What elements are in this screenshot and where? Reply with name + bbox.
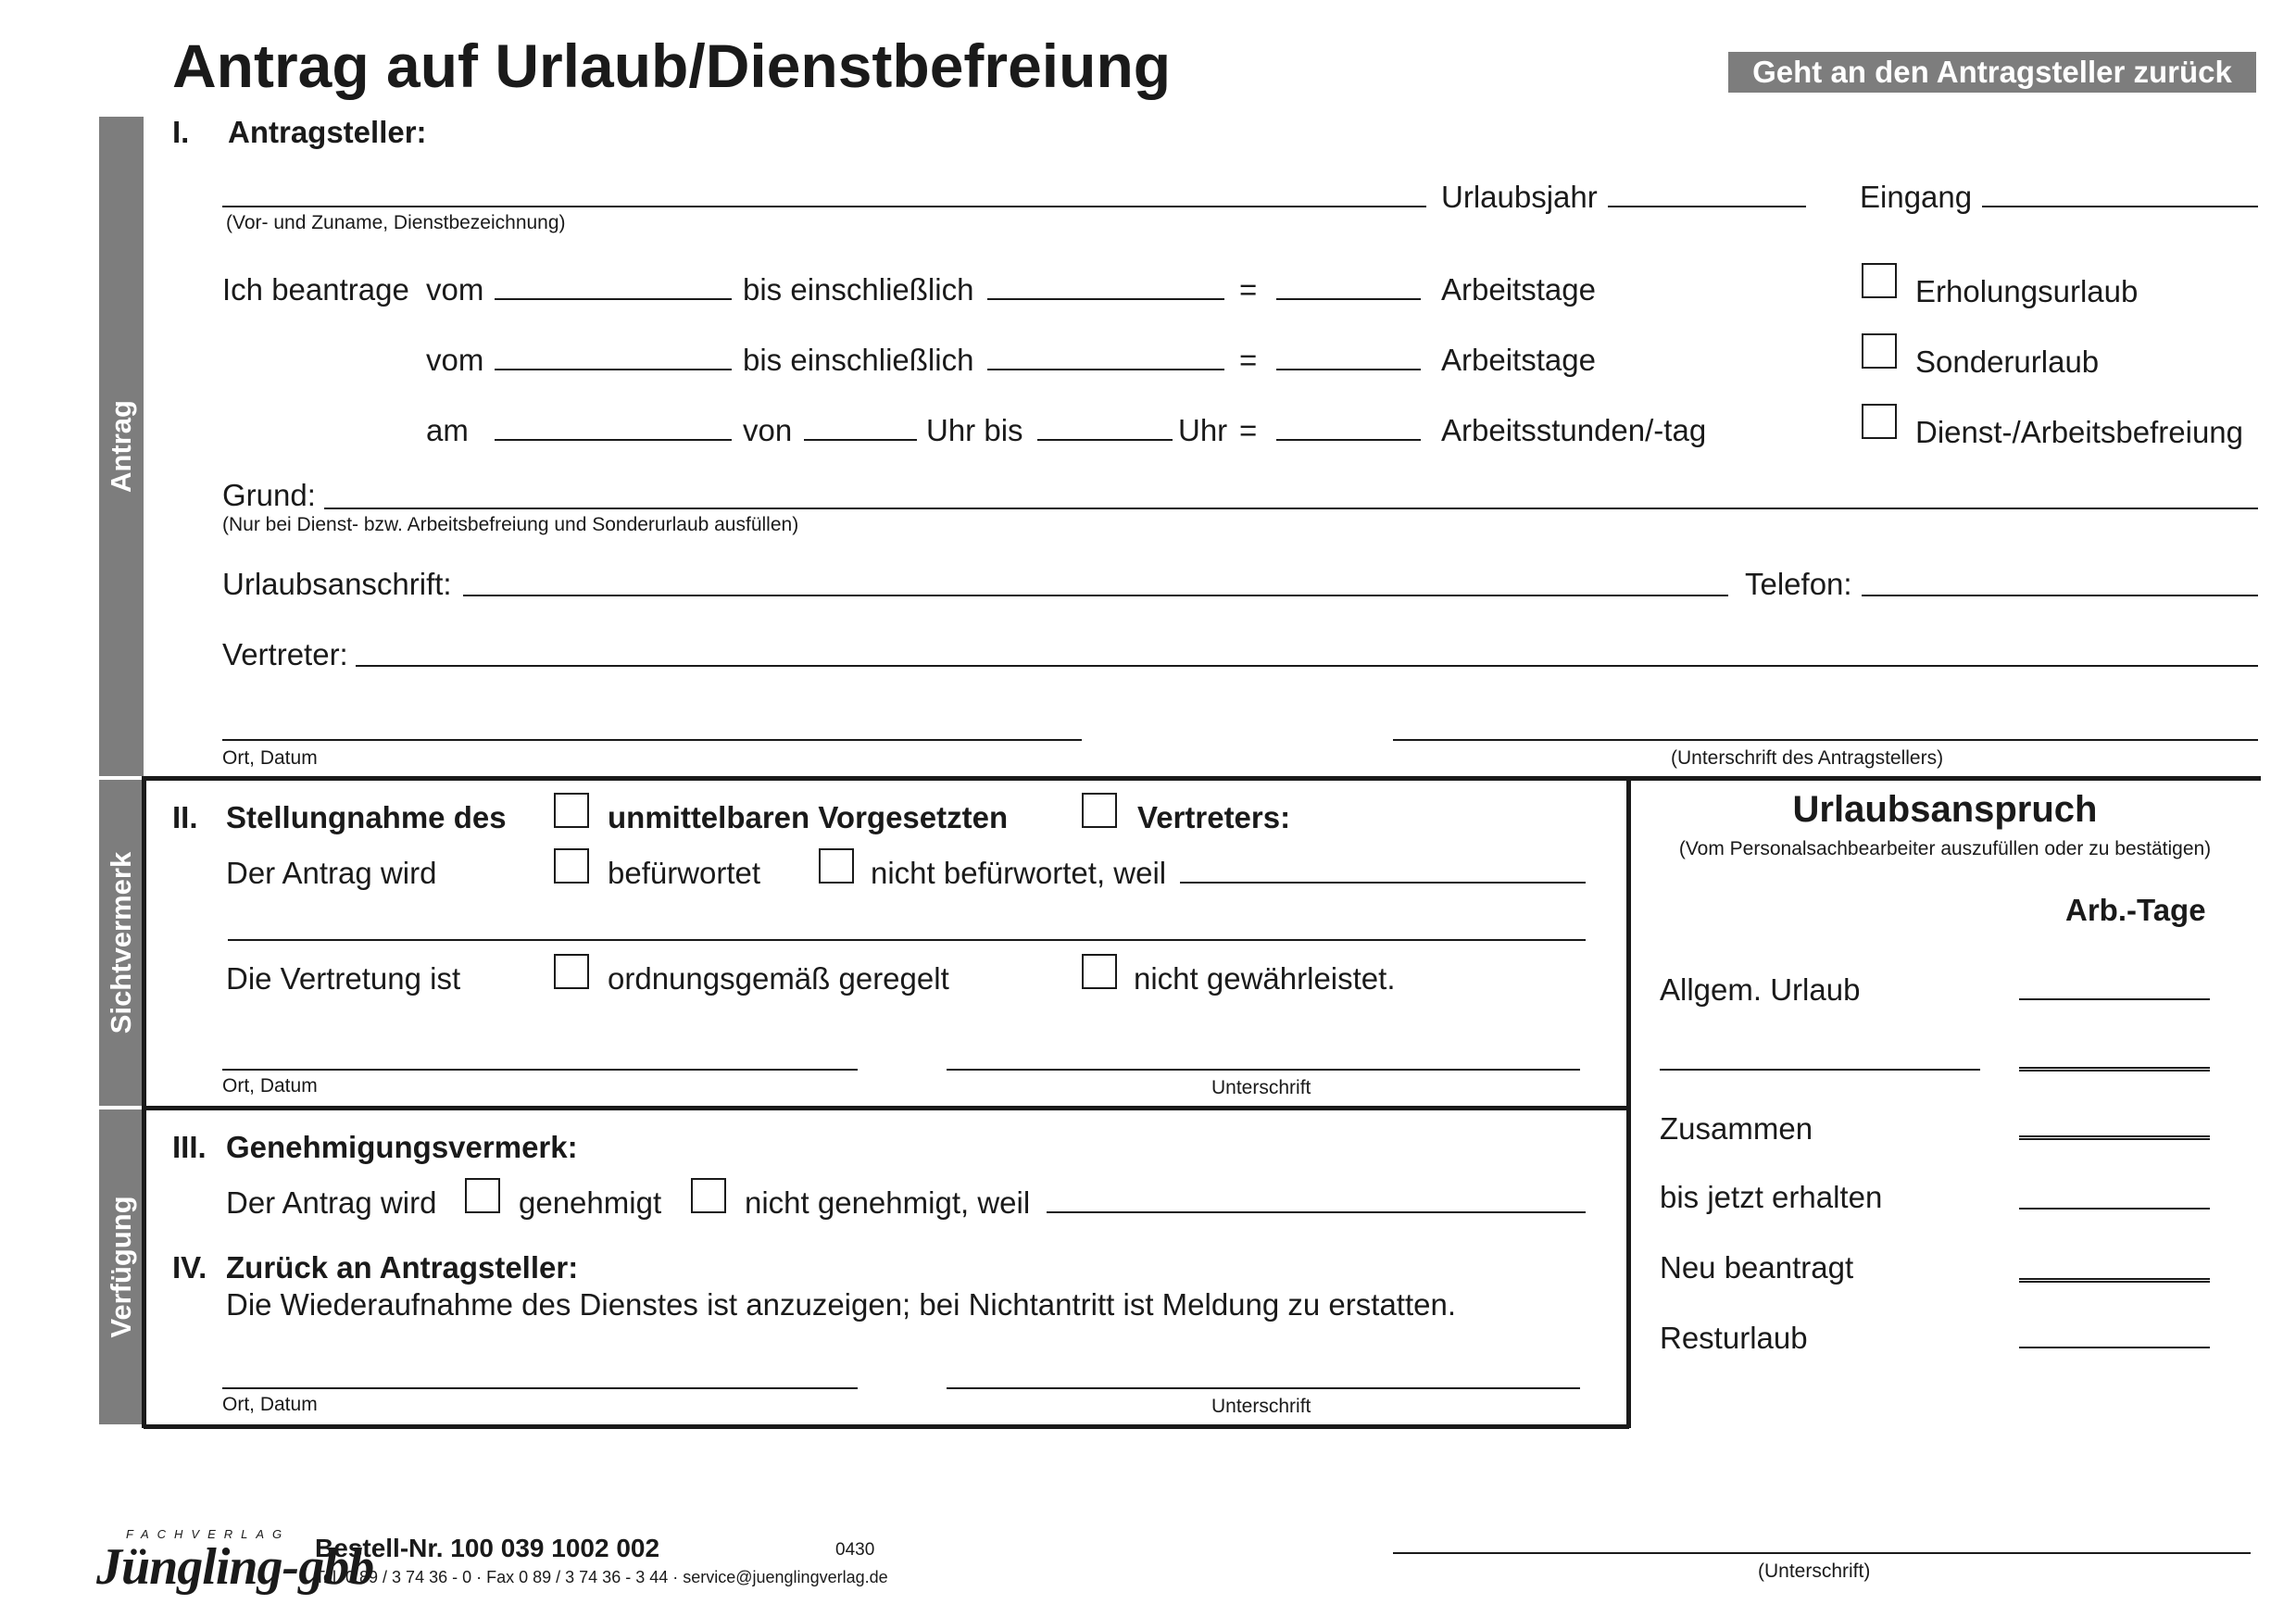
allgem-urlaub-field[interactable] bbox=[2019, 998, 2210, 1000]
box-middle-rule bbox=[144, 1106, 1629, 1110]
vom-field-2[interactable] bbox=[495, 369, 732, 370]
arbeitstage-label-1: Arbeitstage bbox=[1441, 272, 1596, 307]
sidebar-sichtvermerk bbox=[99, 780, 144, 1106]
allgem-urlaub-label: Allgem. Urlaub bbox=[1660, 972, 1861, 1007]
name-caption: (Vor- und Zuname, Dienstbezeichnung) bbox=[226, 212, 566, 233]
befuerwortet-label: befürwortet bbox=[608, 856, 761, 890]
uhr-bis-field[interactable] bbox=[1037, 439, 1173, 441]
ort-datum-field-4[interactable] bbox=[222, 1387, 858, 1389]
ort-datum-label-2: Ort, Datum bbox=[222, 1075, 318, 1097]
arbeitsstunden-label: Arbeitsstunden/-tag bbox=[1441, 413, 1707, 447]
form-code: 0430 bbox=[835, 1540, 875, 1560]
ort-datum-label-4: Ort, Datum bbox=[222, 1394, 318, 1415]
sidebar-verfuegung-label: Verfügung bbox=[105, 1196, 137, 1338]
arbeitstage-field-1[interactable] bbox=[1276, 298, 1421, 300]
nicht-genehmigt-checkbox[interactable] bbox=[691, 1178, 726, 1213]
nicht-befuerwortet-label: nicht befürwortet, weil bbox=[871, 856, 1167, 890]
bis-label-2: bis einschließlich bbox=[743, 343, 974, 377]
bis-field-2[interactable] bbox=[987, 369, 1224, 370]
uhr-label: Uhr bbox=[1178, 413, 1228, 447]
urlaubsjahr-field[interactable] bbox=[1608, 206, 1806, 207]
urlaubsanspruch-title: Urlaubsanspruch bbox=[1792, 789, 2098, 830]
grund-caption: (Nur bei Dienst- bzw. Arbeitsbefreiung und Sonderurlaub ausfüllen) bbox=[222, 514, 799, 535]
return-badge: Geht an den Antragsteller zurück bbox=[1728, 52, 2256, 93]
sonderurlaub-checkbox[interactable] bbox=[1862, 333, 1897, 369]
nicht-befuerwortet-reason-field-2[interactable] bbox=[228, 939, 1586, 941]
vom-field-1[interactable] bbox=[495, 298, 732, 300]
resturlaub-field[interactable] bbox=[2019, 1347, 2210, 1348]
section3-title: Genehmigungsvermerk: bbox=[226, 1130, 578, 1164]
befuerwortet-checkbox[interactable] bbox=[554, 848, 589, 884]
zusammen-field[interactable] bbox=[2019, 1135, 2210, 1140]
genehmigt-checkbox[interactable] bbox=[465, 1178, 500, 1213]
von-field[interactable] bbox=[804, 439, 917, 441]
urlaubsanschrift-field[interactable] bbox=[463, 595, 1728, 596]
erholungsurlaub-checkbox[interactable] bbox=[1862, 263, 1897, 298]
arb-tage-header: Arb.-Tage bbox=[2065, 893, 2206, 927]
sidebar-sichtvermerk-label: Sichtvermerk bbox=[105, 851, 137, 1034]
signature-field-2[interactable] bbox=[947, 1069, 1580, 1071]
vertreter-option-label: Vertreters: bbox=[1137, 800, 1291, 834]
signature-label-4: Unterschrift bbox=[1211, 1396, 1311, 1417]
zusammen-label: Zusammen bbox=[1660, 1111, 1813, 1146]
nicht-gewaehrleistet-label: nicht gewährleistet. bbox=[1134, 961, 1396, 996]
signature-field-4[interactable] bbox=[947, 1387, 1580, 1389]
sidebar-antrag bbox=[99, 117, 144, 776]
erholungsurlaub-label: Erholungsurlaub bbox=[1915, 274, 2139, 308]
ich-beantrage-label: Ich beantrage bbox=[222, 272, 409, 307]
eingang-label: Eingang bbox=[1860, 180, 1973, 214]
ort-datum-field-2[interactable] bbox=[222, 1069, 858, 1071]
grund-label: Grund: bbox=[222, 478, 316, 512]
ort-datum-field-1[interactable] bbox=[222, 739, 1082, 741]
sidebar-antrag-label: Antrag bbox=[105, 400, 137, 493]
box-top-rule bbox=[144, 776, 2261, 781]
urlaubsanschrift-label: Urlaubsanschrift: bbox=[222, 567, 452, 601]
bis-label-1: bis einschließlich bbox=[743, 272, 974, 307]
vertreter-field[interactable] bbox=[356, 665, 2258, 667]
ort-datum-label-1: Ort, Datum bbox=[222, 747, 318, 769]
equals-1: = bbox=[1239, 272, 1258, 307]
von-label: von bbox=[743, 413, 793, 447]
section4-number: IV. bbox=[172, 1250, 207, 1285]
sonderurlaub-label: Sonderurlaub bbox=[1915, 345, 2100, 379]
dienstbefreiung-checkbox[interactable] bbox=[1862, 404, 1897, 439]
arbeitstage-label-2: Arbeitstage bbox=[1441, 343, 1596, 377]
am-label: am bbox=[426, 413, 469, 447]
contact-line: Tel. 0 89 / 3 74 36 - 0 · Fax 0 89 / 3 74 36 - 3 44 · service@juenglingverlag.de bbox=[315, 1568, 888, 1586]
vertretung-ist-label: Die Vertretung ist bbox=[226, 961, 461, 996]
sidebar-verfuegung bbox=[99, 1109, 144, 1424]
nicht-befuerwortet-checkbox[interactable] bbox=[819, 848, 854, 884]
box-bottom-rule bbox=[144, 1424, 1629, 1429]
am-field[interactable] bbox=[495, 439, 732, 441]
section4-text: Die Wiederaufnahme des Dienstes ist anzuzeigen; bei Nichtantritt ist Meldung zu erstatten. bbox=[226, 1287, 1457, 1322]
nicht-genehmigt-reason-field[interactable] bbox=[1047, 1211, 1586, 1213]
neu-beantragt-label: Neu beantragt bbox=[1660, 1250, 1854, 1285]
antrag-wird-label-3: Der Antrag wird bbox=[226, 1185, 437, 1220]
dienstbefreiung-label: Dienst-/Arbeitsbefreiung bbox=[1915, 415, 2244, 449]
eingang-field[interactable] bbox=[1982, 206, 2258, 207]
vorgesetzter-checkbox[interactable] bbox=[554, 793, 589, 828]
order-number: Bestell-Nr. 100 039 1002 002 bbox=[315, 1534, 660, 1562]
section3-number: III. bbox=[172, 1130, 207, 1164]
bis-field-1[interactable] bbox=[987, 298, 1224, 300]
antragsteller-signature-field[interactable] bbox=[1393, 739, 2258, 741]
nicht-gewaehrleistet-checkbox[interactable] bbox=[1082, 954, 1117, 989]
section2-title: Stellungnahme des bbox=[226, 800, 507, 834]
publisher-small-label: FACHVERLAG bbox=[126, 1527, 291, 1541]
box-divider-rule bbox=[1626, 776, 1631, 1428]
equals-3: = bbox=[1239, 413, 1258, 447]
name-field[interactable] bbox=[222, 206, 1426, 207]
nicht-genehmigt-label: nicht genehmigt, weil bbox=[745, 1185, 1031, 1220]
extra-entitlement-label-field[interactable] bbox=[1660, 1069, 1980, 1071]
vertreter-label: Vertreter: bbox=[222, 637, 348, 671]
arbeitsstunden-field[interactable] bbox=[1276, 439, 1421, 441]
antragsteller-signature-label: (Unterschrift des Antragstellers) bbox=[1671, 747, 1944, 769]
vom-label-2: vom bbox=[426, 343, 484, 377]
neu-beantragt-field[interactable] bbox=[2019, 1278, 2210, 1283]
section1-number: I. bbox=[172, 115, 190, 149]
uhr-bis-label: Uhr bis bbox=[926, 413, 1023, 447]
final-signature-field[interactable] bbox=[1393, 1552, 2251, 1554]
urlaubsanspruch-caption: (Vom Personalsachbearbeiter auszufüllen oder zu bestätigen) bbox=[1678, 838, 2212, 859]
ordnungsgemaess-label: ordnungsgemäß geregelt bbox=[608, 961, 949, 996]
extra-entitlement-value-field[interactable] bbox=[2019, 1067, 2210, 1072]
box-left-rule bbox=[142, 776, 146, 1428]
section4-title: Zurück an Antragsteller: bbox=[226, 1250, 579, 1285]
telefon-label: Telefon: bbox=[1745, 567, 1852, 601]
genehmigt-label: genehmigt bbox=[519, 1185, 662, 1220]
ordnungsgemaess-checkbox[interactable] bbox=[554, 954, 589, 989]
arbeitstage-field-2[interactable] bbox=[1276, 369, 1421, 370]
final-signature-label: (Unterschrift) bbox=[1758, 1561, 1871, 1582]
antrag-wird-label-2: Der Antrag wird bbox=[226, 856, 437, 890]
vertreter-option-checkbox[interactable] bbox=[1082, 793, 1117, 828]
vorgesetzter-label: unmittelbaren Vorgesetzten bbox=[608, 800, 1009, 834]
equals-2: = bbox=[1239, 343, 1258, 377]
resturlaub-label: Resturlaub bbox=[1660, 1321, 1808, 1355]
telefon-field[interactable] bbox=[1862, 595, 2258, 596]
section1-title: Antragsteller: bbox=[228, 115, 427, 149]
vom-label-1: vom bbox=[426, 272, 484, 307]
publisher-logo: Jüngling-gbb bbox=[96, 1538, 374, 1596]
grund-field[interactable] bbox=[324, 508, 2258, 509]
bis-jetzt-erhalten-field[interactable] bbox=[2019, 1208, 2210, 1210]
nicht-befuerwortet-reason-field-1[interactable] bbox=[1180, 882, 1586, 884]
bis-jetzt-erhalten-label: bis jetzt erhalten bbox=[1660, 1180, 1883, 1214]
signature-label-2: Unterschrift bbox=[1211, 1077, 1311, 1098]
section2-number: II. bbox=[172, 800, 198, 834]
urlaubsjahr-label: Urlaubsjahr bbox=[1441, 180, 1598, 214]
page-title: Antrag auf Urlaub/Dienstbefreiung bbox=[172, 31, 1172, 100]
